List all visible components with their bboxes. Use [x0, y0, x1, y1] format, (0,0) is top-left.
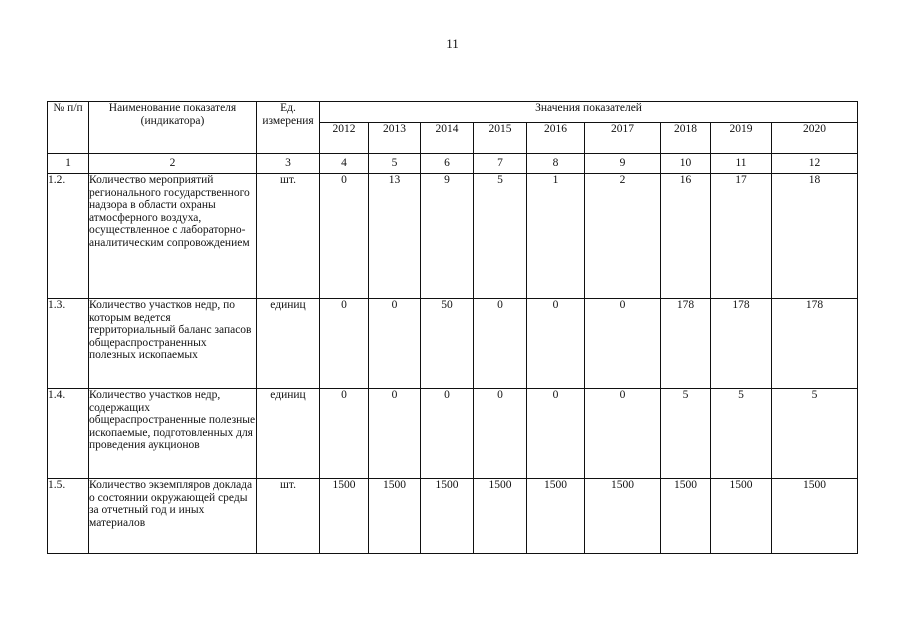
- column-number: 6: [421, 154, 474, 174]
- column-number: 5: [369, 154, 421, 174]
- value-cell: 178: [711, 299, 772, 389]
- value-cell: 1500: [661, 479, 711, 554]
- value-cell: 1500: [474, 479, 527, 554]
- column-number: 3: [257, 154, 320, 174]
- value-cell: 5: [772, 389, 858, 479]
- value-cell: 1500: [711, 479, 772, 554]
- row-number: 1.2.: [48, 174, 89, 299]
- value-cell: 0: [474, 389, 527, 479]
- value-cell: 9: [421, 174, 474, 299]
- header-year: 2016: [527, 123, 585, 154]
- column-number: 4: [320, 154, 369, 174]
- value-cell: 0: [320, 174, 369, 299]
- value-cell: 2: [585, 174, 661, 299]
- indicators-table: [47, 101, 858, 554]
- indicator-name: Количество экземпляров доклада о состоянии окружающей среды за отчетный год и иных материалов: [89, 479, 257, 554]
- value-cell: 0: [527, 299, 585, 389]
- row-number: 1.3.: [48, 299, 89, 389]
- column-numbers-row: [48, 154, 858, 174]
- value-cell: 0: [585, 389, 661, 479]
- header-values-group: Значения показателей: [320, 102, 858, 123]
- value-cell: 1500: [585, 479, 661, 554]
- column-number: 11: [711, 154, 772, 174]
- column-number: 7: [474, 154, 527, 174]
- value-cell: 0: [421, 389, 474, 479]
- header-name: Наименование показателя (индикатора): [89, 102, 257, 154]
- indicator-name: Количество участков недр, по которым ведется территориальный баланс запасов общераспространенных полезных ископаемых: [89, 299, 257, 389]
- value-cell: 1500: [320, 479, 369, 554]
- value-cell: 0: [369, 299, 421, 389]
- value-cell: 178: [772, 299, 858, 389]
- value-cell: 5: [474, 174, 527, 299]
- header-year: 2014: [421, 123, 474, 154]
- value-cell: 1: [527, 174, 585, 299]
- value-cell: 1500: [421, 479, 474, 554]
- column-number: 1: [48, 154, 89, 174]
- header-year: 2012: [320, 123, 369, 154]
- column-number: 2: [89, 154, 257, 174]
- value-cell: 0: [369, 389, 421, 479]
- row-number: 1.5.: [48, 479, 89, 554]
- table-row: [48, 389, 858, 479]
- value-cell: 17: [711, 174, 772, 299]
- value-cell: 13: [369, 174, 421, 299]
- unit-cell: шт.: [257, 479, 320, 554]
- value-cell: 5: [711, 389, 772, 479]
- page-number: 11: [446, 36, 459, 51]
- indicator-name: Количество участков недр, содержащих общераспространенные полезные ископаемые, подготовленных для проведения аукционов: [89, 389, 257, 479]
- unit-cell: единиц: [257, 299, 320, 389]
- column-number: 10: [661, 154, 711, 174]
- value-cell: 0: [585, 299, 661, 389]
- value-cell: 50: [421, 299, 474, 389]
- header-num: № п/п: [48, 102, 89, 154]
- value-cell: 0: [474, 299, 527, 389]
- header-year: 2017: [585, 123, 661, 154]
- value-cell: 5: [661, 389, 711, 479]
- column-number: 12: [772, 154, 858, 174]
- column-number: 8: [527, 154, 585, 174]
- unit-cell: единиц: [257, 389, 320, 479]
- value-cell: 1500: [772, 479, 858, 554]
- header-year: 2015: [474, 123, 527, 154]
- row-number: 1.4.: [48, 389, 89, 479]
- indicator-name: Количество мероприятий регионального государственного надзора в области охраны атмосферного воздуха, осуществленное с лабораторно-аналитическим сопровождением: [89, 174, 257, 299]
- value-cell: 178: [661, 299, 711, 389]
- value-cell: 1500: [527, 479, 585, 554]
- header-year: 2013: [369, 123, 421, 154]
- value-cell: 0: [320, 299, 369, 389]
- unit-cell: шт.: [257, 174, 320, 299]
- value-cell: 18: [772, 174, 858, 299]
- table-row: [48, 479, 858, 554]
- table-row: [48, 174, 858, 299]
- header-year: 2019: [711, 123, 772, 154]
- header-year: 2020: [772, 123, 858, 154]
- table-row: [48, 299, 858, 389]
- header-unit: Ед. измерения: [257, 102, 320, 154]
- header-row: [48, 102, 858, 123]
- value-cell: 1500: [369, 479, 421, 554]
- value-cell: 0: [527, 389, 585, 479]
- value-cell: 0: [320, 389, 369, 479]
- value-cell: 16: [661, 174, 711, 299]
- column-number: 9: [585, 154, 661, 174]
- header-year: 2018: [661, 123, 711, 154]
